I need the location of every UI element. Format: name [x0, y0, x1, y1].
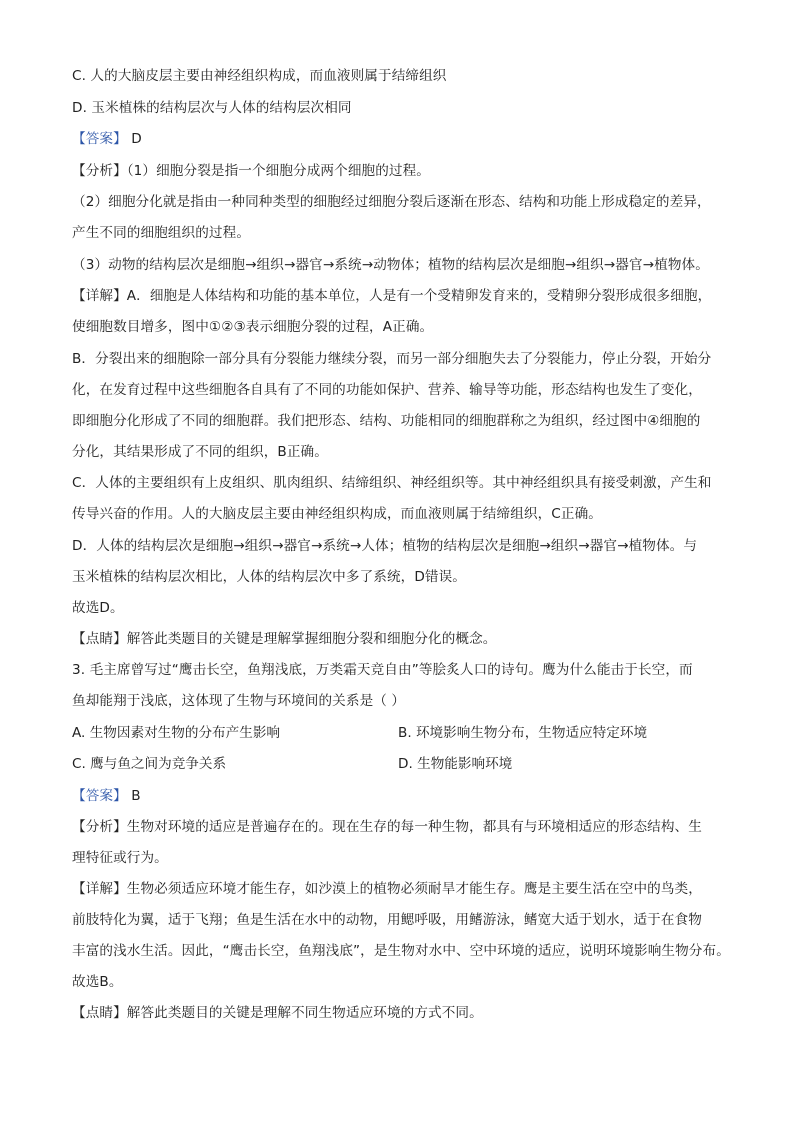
- q2-analysis-line-3: 产生不同的细胞组织的过程。: [72, 225, 251, 241]
- q3-analysis-line-1: 【分析】生物对环境的适应是普遍存在的。现在生存的每一种生物，都具有与环境相适应的形态结构、生: [72, 819, 702, 835]
- q3-answer: [72, 786, 141, 806]
- q2-details-line-10: 玉米植株的结构层次相比，人体的结构层次中多了系统，D错误。: [72, 569, 466, 585]
- q2-analysis-line-4: （3）动物的结构层次是细胞→组织→器官→系统→动物体；植物的结构层次是细胞→组织→器官→植物体。: [72, 257, 709, 273]
- q2-details-line-5: 即细胞分化形成了不同的细胞群。我们把形态、结构、功能相同的细胞群称之为组织，经过图中④细胞的: [72, 413, 701, 429]
- q3-answer-label: 【答案】: [72, 788, 127, 804]
- q2-option-d: D. 玉米植株的结构层次与人体的结构层次相同: [72, 100, 352, 116]
- q2-option-c: C. 人的大脑皮层主要由神经组织构成，而血液则属于结缔组织: [72, 68, 447, 84]
- q2-details-line-6: 分化，其结果形成了不同的组织，B正确。: [72, 444, 328, 460]
- q2-analysis-line-1: 【分析】（1）细胞分裂是指一个细胞分成两个细胞的过程。: [72, 163, 430, 179]
- q3-details-line-3: 丰富的浅水生活。因此，“鹰击长空，鱼翔浅底”，是生物对水中、空中环境的适应，说明环境影响生物分布。: [72, 943, 730, 959]
- q3-analysis-line-2: 理特征或行为。: [72, 850, 168, 866]
- q2-analysis-line-2: （2）细胞分化就是指由一种同种类型的细胞经过细胞分裂后逐渐在形态、结构和功能上形成稳定的差异，: [72, 194, 711, 210]
- q2-details-line-1: 【详解】A．细胞是人体结构和功能的基本单位，人是有一个受精卵发育来的，受精卵分裂形成很多细胞，: [72, 288, 712, 304]
- q2-answer: [72, 129, 142, 149]
- q2-comment: 【点睛】解答此类题目的关键是理解掌握细胞分裂和细胞分化的概念。: [72, 631, 497, 647]
- q2-details-line-9: D．人体的结构层次是细胞→组织→器官→系统→人体；植物的结构层次是细胞→组织→器官→植物体。与: [72, 538, 698, 554]
- q2-details-line-4: 化，在发育过程中这些细胞各自具有了不同的功能如保护、营养、输导等功能，形态结构也发生了变化，: [72, 382, 702, 398]
- q3-option-a: A. 生物因素对生物的分布产生影响: [72, 725, 281, 741]
- q2-details-line-8: 传导兴奋的作用。人的大脑皮层主要由神经组织构成，而血液则属于结缔组织，C正确。: [72, 506, 602, 522]
- q3-stem-line-2: 鱼却能翔于浅底，这体现了生物与环境间的关系是（ ）: [72, 693, 406, 709]
- q3-details-line-2: 前肢特化为翼，适于飞翔；鱼是生活在水中的动物，用鳃呼吸，用鳍游泳，鳍宽大适于划水，适于在食物: [72, 912, 702, 928]
- q3-details-line-1: 【详解】生物必须适应环境才能生存，如沙漠上的植物必须耐旱才能生存。鹰是主要生活在空中的鸟类，: [72, 881, 702, 897]
- q3-option-b: B. 环境影响生物分布，生物适应特定环境: [398, 725, 648, 741]
- q3-option-c: C. 鹰与鱼之间为竞争关系: [72, 756, 227, 772]
- q3-comment: 【点睛】解答此类题目的关键是理解不同生物适应环境的方式不同。: [72, 1005, 483, 1021]
- q2-details-line-2: 使细胞数目增多，图中①②③表示细胞分裂的过程，A正确。: [72, 319, 434, 335]
- q3-option-d: D. 生物能影响环境: [398, 756, 513, 772]
- q3-conclusion: 故选B。: [72, 974, 123, 990]
- q2-answer-label: 【答案】: [72, 131, 127, 147]
- q2-details-line-3: B．分裂出来的细胞除一部分具有分裂能力继续分裂，而另一部分细胞失去了分裂能力，停止分裂，开始分: [72, 351, 712, 367]
- q2-conclusion: 故选D。: [72, 600, 124, 616]
- q2-answer-value: D: [131, 131, 142, 147]
- q3-answer-value: B: [131, 788, 141, 804]
- q2-details-line-7: C．人体的主要组织有上皮组织、肌肉组织、结缔组织、神经组织等。其中神经组织具有接受刺激，产生和: [72, 475, 712, 491]
- q3-stem-line-1: 3. 毛主席曾写过“鹰击长空，鱼翔浅底，万类霜天竞自由”等脍炙人口的诗句。鹰为什么能击于长空，而: [72, 662, 693, 678]
